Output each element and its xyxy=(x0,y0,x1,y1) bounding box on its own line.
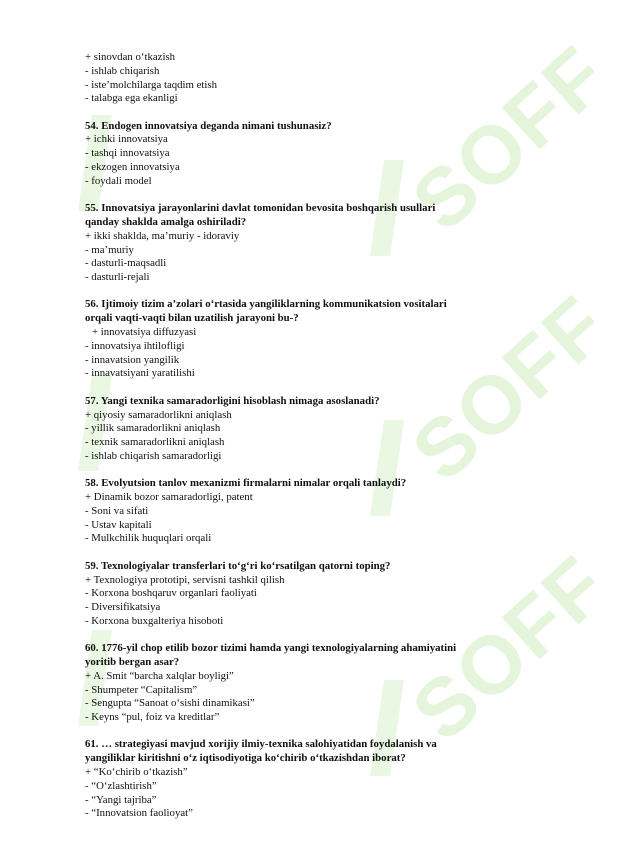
answer-option: - innavatsiyani yaratilishi xyxy=(85,367,195,380)
answer-option: - dasturli-maqsadli xyxy=(85,257,167,270)
answer-option: - “Yangi tajriba” xyxy=(85,793,157,806)
answer-option: - texnik samaradorlikni aniqlash xyxy=(85,436,225,449)
question-block xyxy=(85,560,495,629)
question-block xyxy=(85,395,495,464)
question-block xyxy=(85,477,495,546)
answer-option: + qiyosiy samaradorlikni aniqlash xyxy=(85,408,232,421)
answer-option: - Soni va sifati xyxy=(85,504,149,517)
answer-option: - Shumpeter “Capitalism” xyxy=(85,683,198,696)
question-title: 55. Innovatsiya jarayonlarini davlat tomonidan bevosita boshqarish usullari xyxy=(85,202,436,215)
answer-option: + A. Smit “barcha xalqlar boyligi” xyxy=(85,669,234,682)
answer-option: - “O‘zlashtirish” xyxy=(85,779,157,792)
answer-option: - Ustav kapitali xyxy=(85,518,152,531)
answer-option: - iste’molchilarga taqdim etish xyxy=(85,78,218,91)
question-title: 54. Endogen innovatsiya deganda nimani tushunasiz? xyxy=(85,119,332,132)
question-title: 59. Texnologiyalar transferlari to‘g‘ri ko‘rsatilgan qatorni toping? xyxy=(85,559,391,572)
question-block xyxy=(85,120,495,189)
answer-option: - ekzogen innovatsiya xyxy=(85,161,180,174)
answer-option: - dasturli-rejali xyxy=(85,271,150,284)
answer-option: - Diversifikatsiya xyxy=(85,601,161,614)
question-title: 60. 1776-yil chop etilib bozor tizimi hamda yangi texnologiyalarning ahamiyatini xyxy=(85,642,457,655)
question-title-continued: orqali vaqti-vaqti bilan uzatilish jarayoni bu-? xyxy=(85,312,299,325)
intro-option-list xyxy=(85,51,495,106)
question-block xyxy=(85,738,495,821)
question-block xyxy=(85,642,495,725)
watermark-soff-1: SOFF xyxy=(395,29,625,249)
answer-option: + ichki innovatsiya xyxy=(85,133,168,146)
question-title: 56. Ijtimoiy tizim a’zolari o‘rtasida yangiliklarning kommunikatsion vositalari xyxy=(85,298,447,311)
answer-option: - Korxona buxgalteriya hisoboti xyxy=(85,614,224,627)
answer-option: - foydali model xyxy=(85,174,152,187)
answer-option: + Dinamik bozor samaradorligi, patent xyxy=(85,491,253,504)
answer-option: - talabga ega ekanligi xyxy=(85,92,178,105)
answer-option: - yillik samaradorlikni aniqlash xyxy=(85,422,221,435)
watermark-soff-2: SOFF xyxy=(395,279,625,499)
answer-option: + sinovdan o‘tkazish xyxy=(85,51,176,63)
question-title: 61. … strategiyasi mavjud xorijiy ilmiy-texnika salohiyatidan foydalanish va xyxy=(85,738,437,751)
question-title: 57. Yangi texnika samaradorligini hisoblash nimaga asoslanadi? xyxy=(85,394,380,407)
answer-option: - Keyns “pul, foiz va kreditlar” xyxy=(85,711,220,724)
answer-option: + Texnologiya prototipi, servisni tashkil qilish xyxy=(85,573,285,586)
question-title-continued: qanday shaklda amalga oshiriladi? xyxy=(85,215,247,228)
answer-option: + ikki shaklda, ma’muriy - idoraviy xyxy=(85,229,240,242)
document-body xyxy=(85,51,495,821)
answer-option: - “Innovatsion faolioyat” xyxy=(85,807,193,820)
question-block xyxy=(85,298,495,381)
answer-option: - Sengupta “Sanoat o‘sishi dinamikasi” xyxy=(85,697,255,710)
answer-option: - Korxona boshqaruv organlari faoliyati xyxy=(85,587,257,600)
answer-option: - ishlab chiqarish xyxy=(85,64,160,77)
watermark-soff-3: SOFF xyxy=(395,539,625,759)
answer-option: + “Ko‘chirib o‘tkazish” xyxy=(85,766,188,779)
answer-option: - innovatsiya ihtilofligi xyxy=(85,339,185,352)
question-block xyxy=(85,202,495,285)
answer-option: - ishlab chiqarish samaradorligi xyxy=(85,449,222,462)
answer-option: - Mulkchilik huquqlari orqali xyxy=(85,532,212,545)
question-title-continued: yoritib bergan asar? xyxy=(85,655,180,668)
answer-option: - innavatsion yangilik xyxy=(85,353,180,366)
answer-option: - tashqi innovatsiya xyxy=(85,147,170,160)
answer-option: - ma’muriy xyxy=(85,243,134,256)
answer-option: + innovatsiya diffuzyasi xyxy=(92,326,197,339)
question-title: 58. Evolyutsion tanlov mexanizmi firmalarni nimalar orqali tanlaydi? xyxy=(85,477,407,490)
question-title-continued: yangiliklar kiritishni o‘z iqtisodiyotiga ko‘chirib o‘tkazishdan iborat? xyxy=(85,752,406,765)
